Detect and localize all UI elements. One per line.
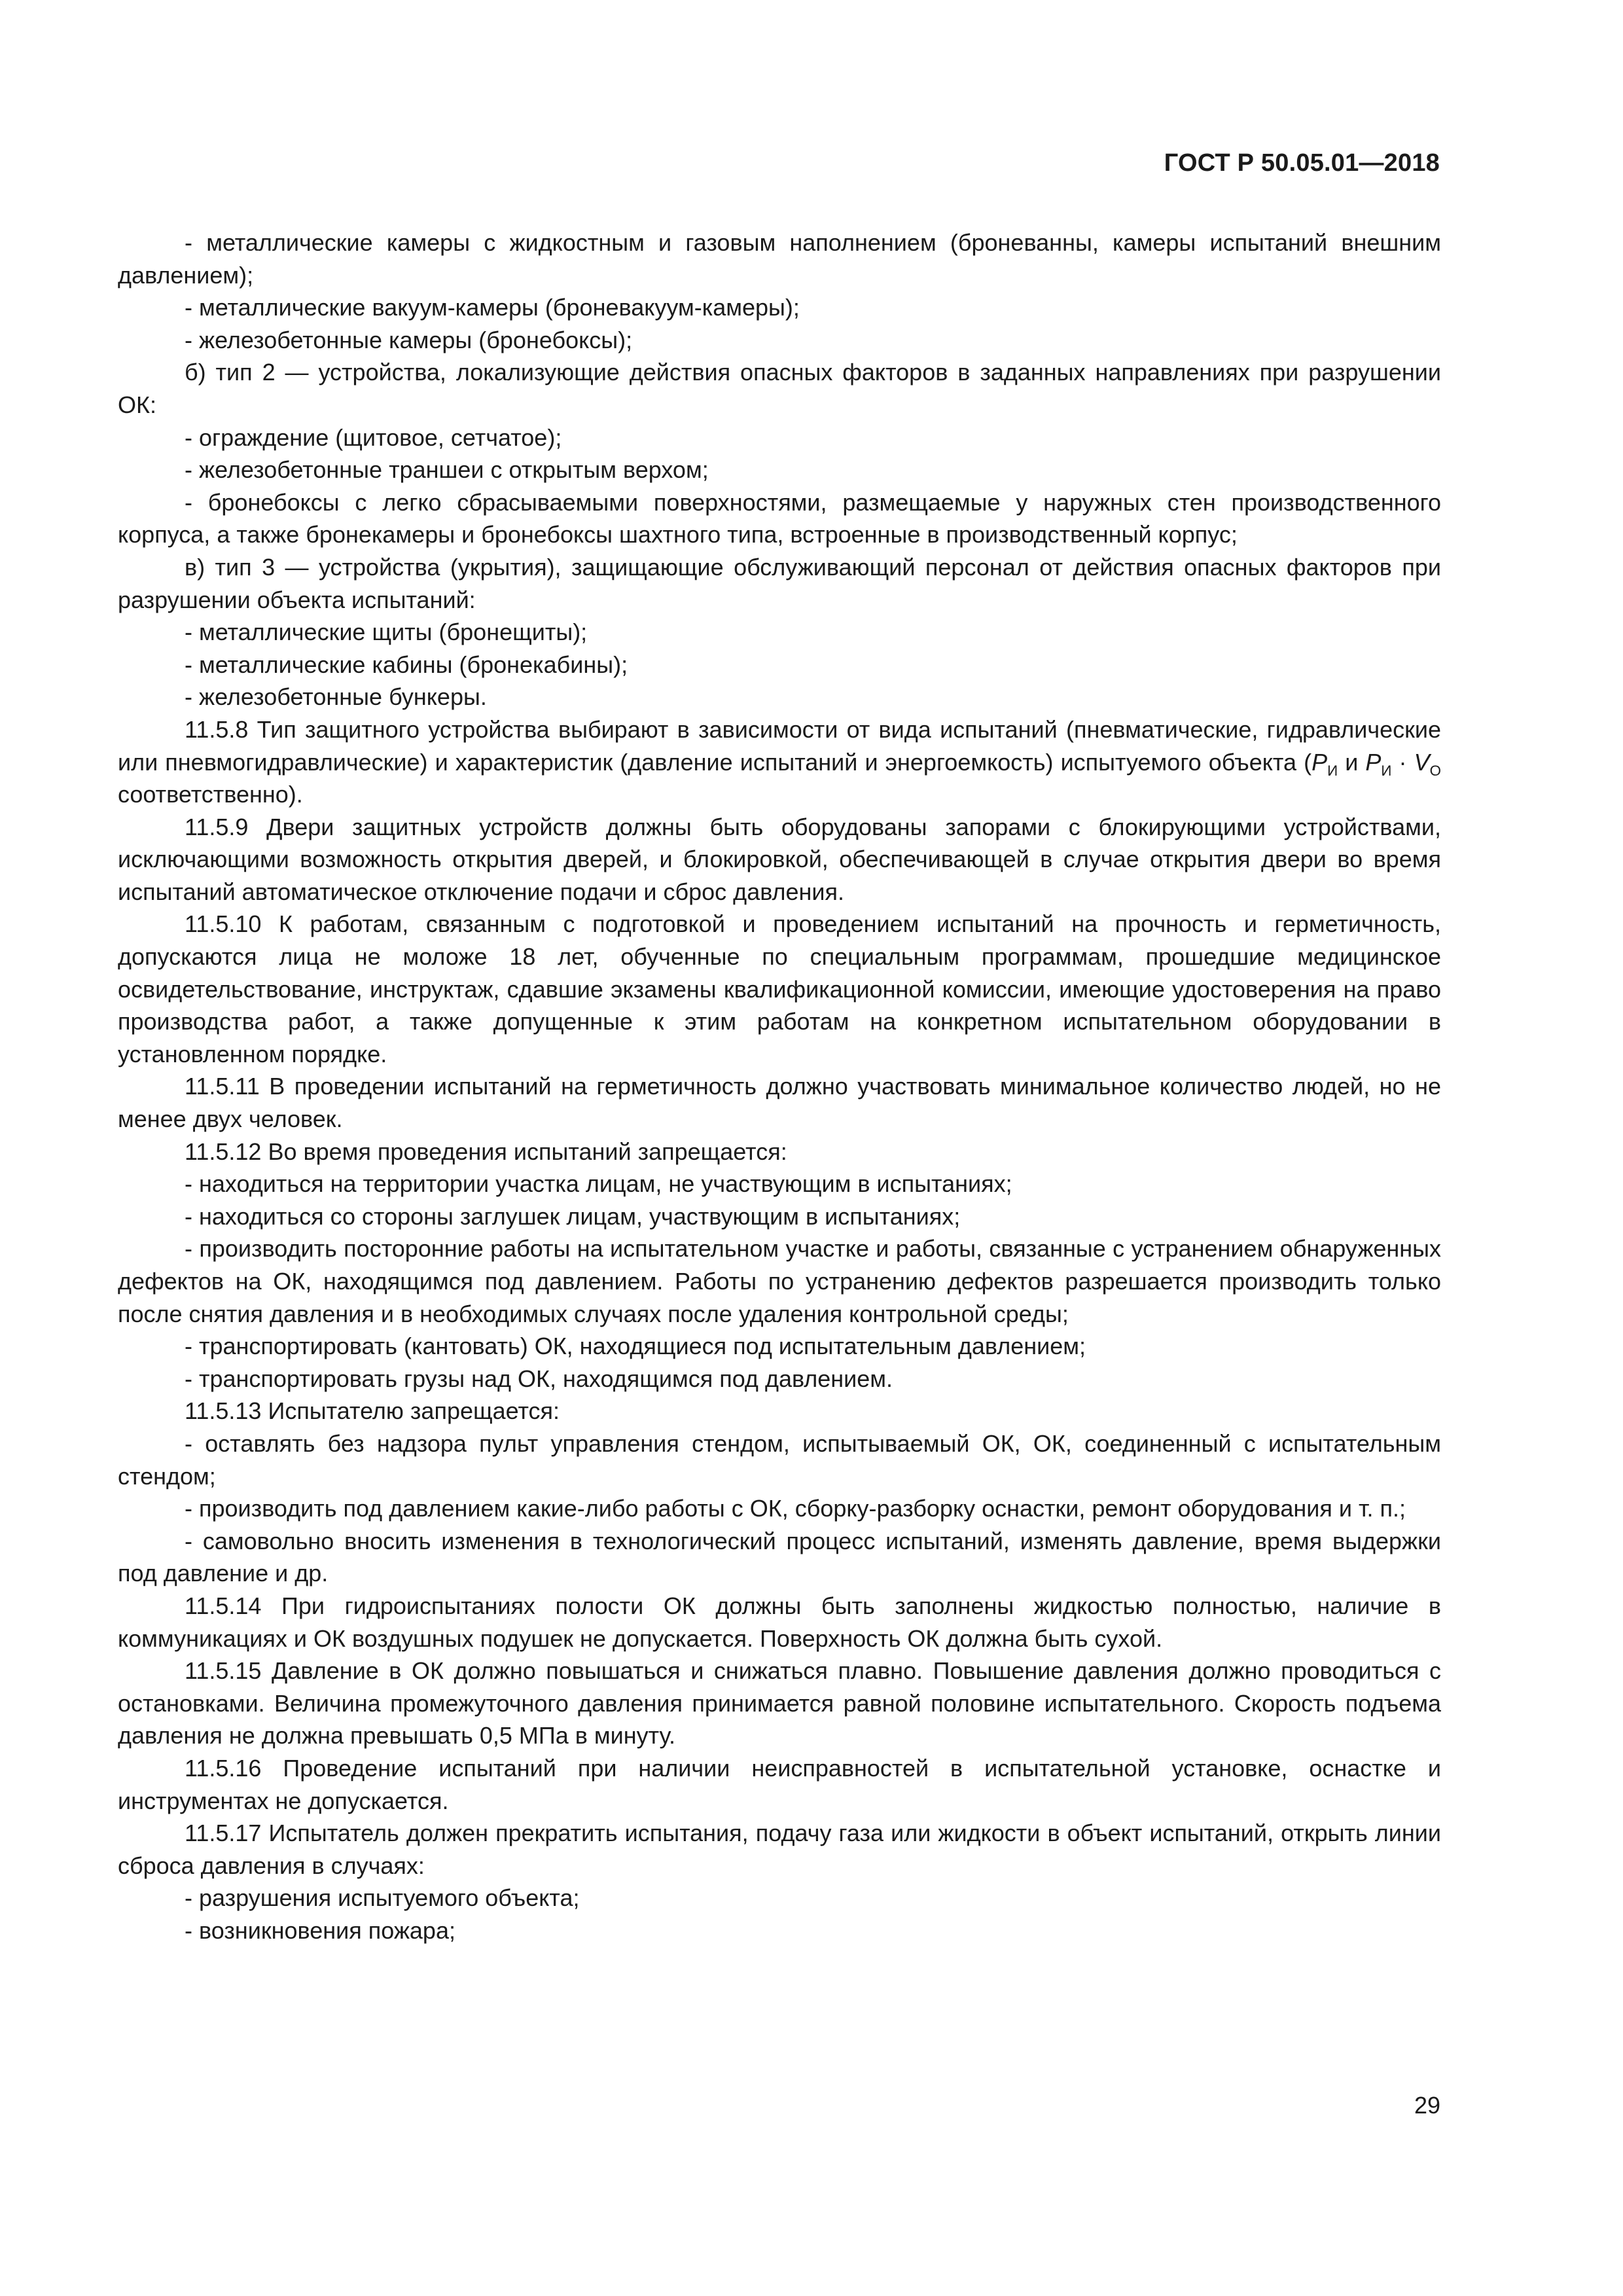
paragraph: 11.5.17 Испытатель должен прекратить испытания, подачу газа или жидкости в объект испытаний, открыть линии сброса давления в случаях:	[118, 1820, 1441, 1879]
paragraph: 11.5.13 Испытателю запрещается:	[185, 1397, 560, 1425]
list-item: - металлические камеры с жидкостным и газовым наполнением (броневанны, камеры испытаний внешним давлением);	[118, 229, 1441, 289]
paragraph-text: 11.5.8 Тип защитного устройства выбирают в зависимости от вида испытаний (пневматические, гидравлические или пневмогидравлические) и характеристик (давление испытаний и энергоемкость) испытуемого объекта (	[118, 715, 1441, 776]
list-item: - производить посторонние работы на испытательном участке и работы, связанные с устранением обнаруженных дефектов на ОК, находящимся под давлением. Работы по устранению дефектов разрешается производить только после снятия давления и в необходимых случаях после удаления контрольной среды;	[118, 1235, 1441, 1327]
list-item: - разрушения испытуемого объекта;	[185, 1884, 580, 1912]
paragraph-11-5-8	[118, 713, 1441, 811]
formula-subscript: И	[1327, 762, 1338, 779]
formula-symbol-v: V	[1414, 748, 1430, 776]
formula-symbol-p: P	[1311, 748, 1328, 776]
list-item: - возникновения пожара;	[185, 1916, 455, 1944]
document-body	[118, 226, 1441, 1946]
list-item: - металлические щиты (бронещиты);	[185, 619, 588, 646]
list-item: - транспортировать (кантовать) ОК, находящиеся под испытательным давлением;	[185, 1333, 1086, 1360]
paragraph: 11.5.15 Давление в ОК должно повышаться и снижаться плавно. Повышение давления должно проводиться с остановками. Величина промежуточного давления принимается равной половине испытательного. Скорость подъема давления не должна превышать 0,5 МПа в минуту.	[118, 1657, 1441, 1749]
formula-symbol-p: P	[1365, 748, 1382, 776]
list-item: - железобетонные траншеи с открытым верхом;	[185, 456, 709, 484]
formula-subscript: И	[1381, 762, 1392, 779]
list-item: - находиться со стороны заглушек лицам, участвующим в испытаниях;	[185, 1202, 961, 1230]
formula-conjunction: и	[1338, 748, 1366, 776]
list-item: - ограждение (щитовое, сетчатое);	[185, 423, 562, 451]
list-item: - бронебоксы с легко сбрасываемыми поверхностями, размещаемые у наружных стен производственного корпуса, а также бронекамеры и бронебоксы шахтного типа, встроенные в производственный корпус;	[118, 488, 1441, 548]
formula-dot: ·	[1391, 748, 1414, 776]
list-item: - находиться на территории участка лицам, не участвующим в испытаниях;	[185, 1170, 1012, 1198]
paragraph: 11.5.16 Проведение испытаний при наличии неисправностей в испытательной установке, оснастке и инструментах не допускается.	[118, 1754, 1441, 1814]
list-item: - самовольно вносить изменения в технологический процесс испытаний, изменять давление, время выдержки под давление и др.	[118, 1527, 1441, 1587]
list-item: - железобетонные камеры (бронебоксы);	[185, 326, 633, 353]
list-item: в) тип 3 — устройства (укрытия), защищающие обслуживающий персонал от действия опасных факторов при разрушении объекта испытаний:	[118, 553, 1441, 613]
list-item: - оставлять без надзора пульт управления стендом, испытываемый ОК, ОК, соединенный с испытательным стендом;	[118, 1429, 1441, 1490]
paragraph: 11.5.12 Во время проведения испытаний запрещается:	[185, 1138, 787, 1165]
paragraph-text: соответственно).	[118, 781, 303, 808]
list-item: - металлические вакуум-камеры (броневакуум-камеры);	[185, 294, 800, 321]
formula-subscript: О	[1429, 762, 1441, 779]
paragraph: 11.5.9 Двери защитных устройств должны быть оборудованы запорами с блокирующими устройствами, исключающими возможность открытия дверей, и блокировкой, обеспечивающей в случае открытия двери во время испытаний автоматическое отключение подачи и сброс давления.	[118, 813, 1441, 905]
list-item: б) тип 2 — устройства, локализующие действия опасных факторов в заданных направлениях при разрушении ОК:	[118, 359, 1441, 418]
list-item: - транспортировать грузы над ОК, находящимся под давлением.	[185, 1365, 893, 1392]
list-item: - железобетонные бункеры.	[185, 683, 487, 711]
document-code-header: ГОСТ Р 50.05.01—2018	[1164, 149, 1440, 177]
list-item: - производить под давлением какие-либо работы с ОК, сборку-разборку оснастки, ремонт оборудования и т. п.;	[185, 1495, 1406, 1522]
paragraph: 11.5.14 При гидроиспытаниях полости ОК должны быть заполнены жидкостью полностью, наличие в коммуникациях и ОК воздушных подушек не допускается. Поверхность ОК должна быть сухой.	[118, 1592, 1441, 1652]
list-item: - металлические кабины (бронекабины);	[185, 651, 628, 678]
page-number: 29	[1414, 2092, 1440, 2119]
paragraph: 11.5.10 К работам, связанным с подготовкой и проведением испытаний на прочность и герметичность, допускаются лица не моложе 18 лет, обученные по специальным программам, прошедшие медицинское освидетельствование, инструктаж, сдавшие экзамены квалификационной комиссии, имеющие удостоверения на право производства работ, а также допущенные к этим работам на конкретном испытательном оборудовании в установленном порядке.	[118, 910, 1441, 1067]
paragraph: 11.5.11 В проведении испытаний на герметичность должно участвовать минимальное количество людей, но не менее двух человек.	[118, 1073, 1441, 1133]
